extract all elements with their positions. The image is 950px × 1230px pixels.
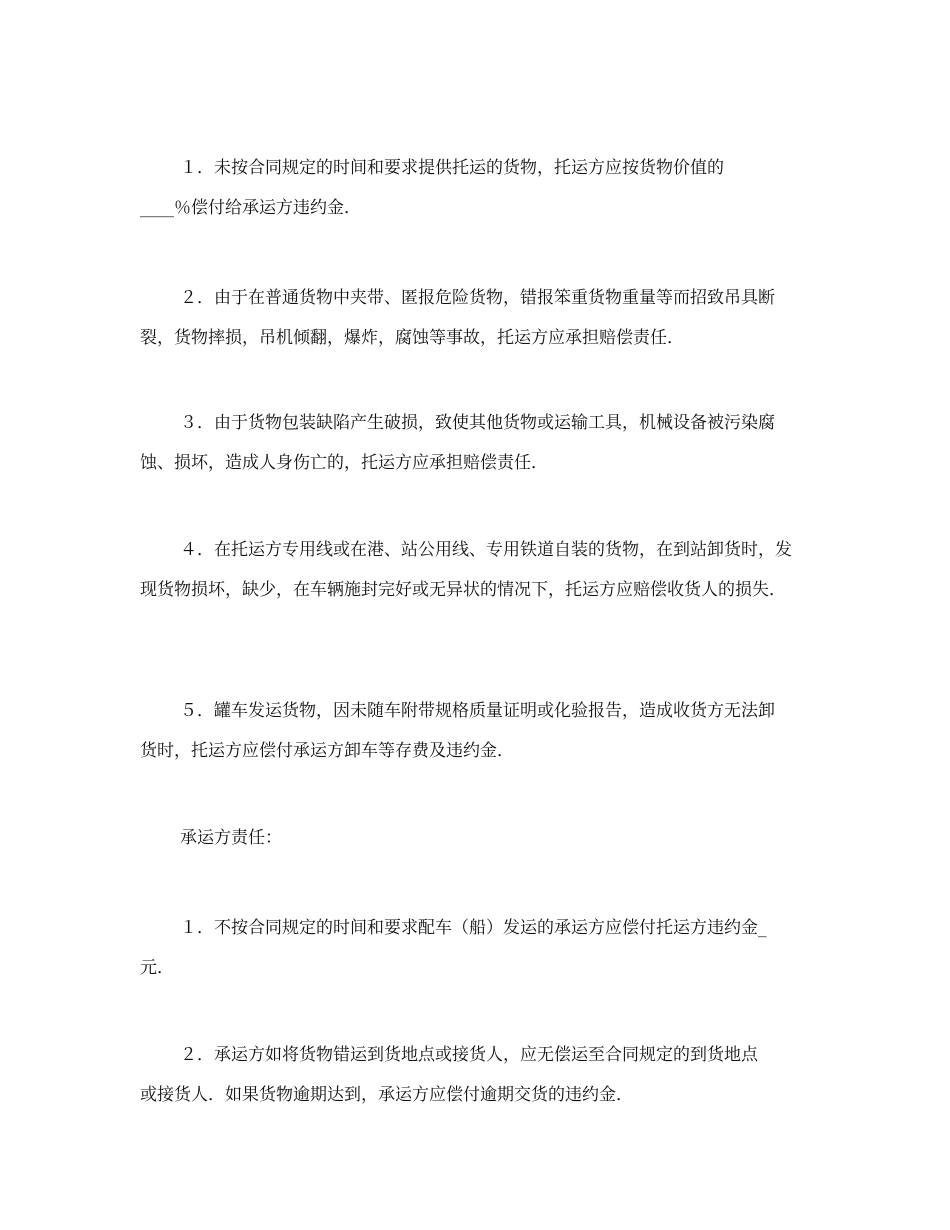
paragraph-line: 裂，货物摔损，吊机倾翻，爆炸，腐蚀等事故，托运方应承担赔偿责任． xyxy=(140,328,684,348)
paragraph-line: 货时，托运方应偿付承运方卸车等存费及违约金． xyxy=(140,741,514,761)
paragraph-line: ____％偿付给承运方违约金． xyxy=(140,198,361,218)
paragraph-line: 蚀、损坏，造成人身伤亡的，托运方应承担赔偿责任． xyxy=(140,453,548,473)
paragraph-shipper-2 xyxy=(140,278,820,358)
paragraph-line: 元． xyxy=(140,958,174,978)
paragraph-shipper-3 xyxy=(140,403,820,483)
paragraph-line: ２．由于在普通货物中夹带、匿报危险货物，错报笨重货物重量等而招致吊具断 xyxy=(180,288,775,308)
paragraph-shipper-5 xyxy=(140,691,820,771)
section-heading-text: 承运方责任： xyxy=(180,828,282,848)
paragraph-carrier-1 xyxy=(140,908,820,988)
paragraph-shipper-1 xyxy=(140,148,820,228)
paragraph-line: ４．在托运方专用线或在港、站公用线、专用铁道自装的货物，在到站卸货时，发 xyxy=(180,540,792,560)
paragraph-shipper-4 xyxy=(140,530,820,610)
paragraph-line: ５．罐车发运货物，因未随车附带规格质量证明或化验报告，造成收货方无法卸 xyxy=(180,701,775,721)
paragraph-line: １．不按合同规定的时间和要求配车（船）发运的承运方应偿付托运方违约金_ xyxy=(180,918,767,938)
paragraph-line: １．未按合同规定的时间和要求提供托运的货物，托运方应按货物价值的 xyxy=(180,158,724,178)
paragraph-line: 或接货人．如果货物逾期达到，承运方应偿付逾期交货的违约金． xyxy=(140,1085,633,1105)
paragraph-line: ３．由于货物包装缺陷产生破损，致使其他货物或运输工具，机械设备被污染腐 xyxy=(180,413,775,433)
paragraph-line: ２．承运方如将货物错运到货地点或接货人，应无偿运至合同规定的到货地点 xyxy=(180,1045,758,1065)
paragraph-line: 现货物损坏，缺少，在车辆施封完好或无异状的情况下，托运方应赔偿收货人的损失． xyxy=(140,580,786,600)
paragraph-carrier-2 xyxy=(140,1035,820,1115)
section-heading-carrier xyxy=(140,818,820,858)
